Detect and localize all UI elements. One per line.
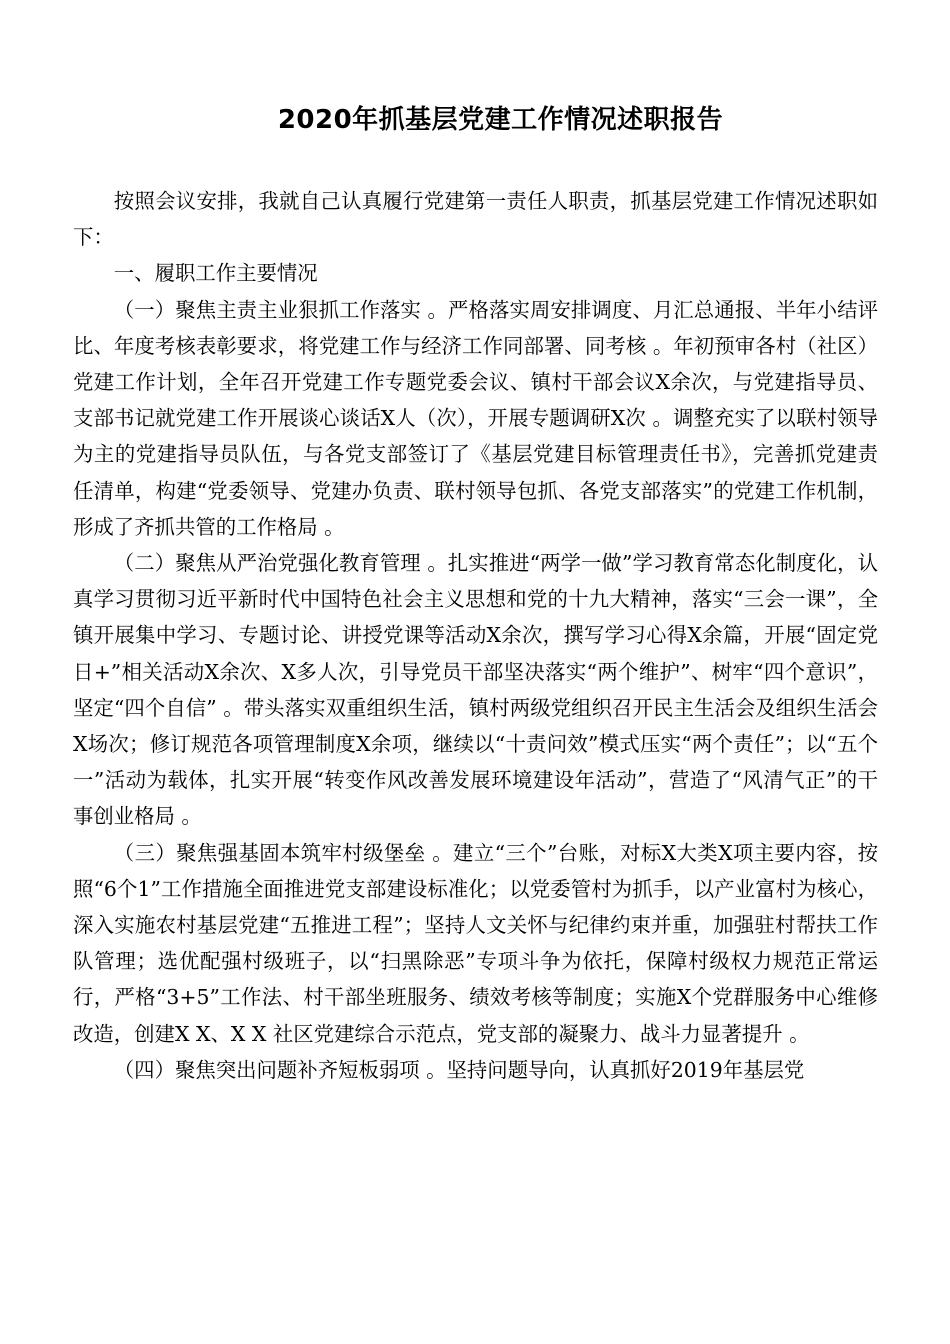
paragraph-item-1: （一）聚焦主责主业狠抓工作落实 。严格落实周安排调度、月汇总通报、半年小结评比、年度考核表彰要求，将党建工作与经济工作同部署、同考核 。年初预审各村（社区）党建工作计划，全年召开党建工作专题党委会议、镇村干部会议X余次，与党建指导员、支部书记就党建工作开展谈心谈话X人（次），开展专题调研X次 。调整充实了以联村领导为主的党建指导员队伍，与各党支部签订了《基层党建目标管理责任书》，完善抓党建责任清单，构建“党委领导、党建办负责、联村领导包抓、各党支部落实”的党建工作机制，形成了齐抓共管的工作格局 。 (73, 297, 878, 539)
paragraph-item-3: （三）聚焦强基固本筑牢村级堡垒 。建立“三个”台账，对标X大类X项主要内容，按照“6个1”工作措施全面推进党支部建设标准化；以党委管村为抓手，以产业富村为核心，深入实施农村基层党建“五推进工程”；坚持人文关怀与纪律约束并重，加强驻村帮扶工作队管理；选优配强村级班子，以“扫黑除恶”专项斗争为依托，保障村级权力规范正常运行，严格“3+5”工作法、村干部坐班服务、绩效考核等制度；实施X个党群服务中心维修改造，创建X X、X X 社区党建综合示范点，党支部的凝聚力、战斗力显著提升 。 (73, 840, 878, 1046)
section-heading-1: 一、履职工作主要情况 (113, 261, 318, 286)
paragraph-intro: 按照会议安排，我就自己认真履行党建第一责任人职责，抓基层党建工作情况述职如下： (73, 189, 878, 250)
document-title: 2020年抓基层党建工作情况述职报告 (277, 105, 724, 135)
document-body (73, 183, 878, 1088)
paragraph-item-2: （二）聚焦从严治党强化教育管理 。扎实推进“两学一做”学习教育常态化制度化，认真学习贯彻习近平新时代中国特色社会主义思想和党的十九大精神，落实“三会一课”，全镇开展集中学习、专题讨论、讲授党课等活动X余次，撰写学习心得X余篇，开展“固定党日+”相关活动X余次、X多人次，引导党员干部坚决落实“两个维护”、树牢“四个意识”，坚定“四个自信” 。带头落实双重组织生活，镇村两级党组织召开民主生活会及组织生活会X场次；修订规范各项管理制度X余项，继续以“十责问效”模式压实“两个责任”；以“五个一”活动为载体，扎实开展“转变作风改善发展环境建设年活动”，营造了“风清气正”的干事创业格局 。 (73, 551, 878, 829)
paragraph-item-4: （四）聚焦突出问题补齐短板弱项 。坚持问题导向，认真抓好2019年基层党 (113, 1057, 805, 1082)
